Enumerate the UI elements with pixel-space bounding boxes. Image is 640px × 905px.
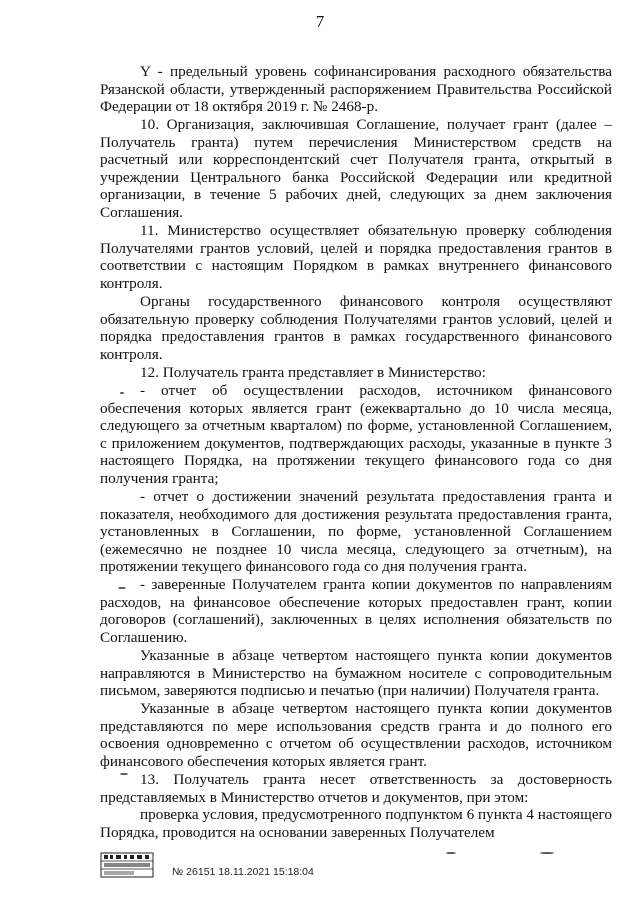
paragraph-12-expense-report: - отчет об осуществлении расходов, источником финансового обеспечения которых является грант (ежеквартально до 10 числа месяца, следующего за отчетным кварталом) по форме, установленной Соглашением, с приложением документов, подтверждающих расходы, указанные в пункте 3 настоящего Порядка, на протяжении текущего финансового года со дня получения гранта;	[100, 382, 612, 487]
scan-speck	[118, 587, 126, 589]
registration-stamp-icon	[100, 852, 154, 878]
paragraph-copies-submitted: Указанные в абзаце четвертом настоящего пункта копии документов представляются по мере использования средств гранта и до полного его освоения одновременно с отчетом об осуществлении расходов, источником финансового обеспечения которых является грант.	[100, 700, 612, 770]
scan-speck	[446, 852, 456, 854]
paragraph-state-control: Органы государственного финансового контроля осуществляют обязательную проверку соблюдения Получателями грантов условий, целей и порядка предоставления грантов в рамках государственного финансового контроля.	[100, 293, 612, 363]
page-footer	[100, 850, 612, 890]
paragraph-13: 13. Получатель гранта несет ответственность за достоверность представляемых в Министерство отчетов и документов, при этом:	[100, 771, 612, 806]
scan-speck	[540, 852, 554, 854]
paragraph-13-check: проверка условия, предусмотренного подпунктом 6 пункта 4 настоящего Порядка, проводится на основании заверенных Получателем	[100, 806, 612, 841]
scan-speck	[120, 773, 128, 775]
paragraph-10: 10. Организация, заключившая Соглашение, получает грант (далее – Получатель гранта) путем перечисления Министерством средств на расчетный или корреспондентский счет Получателя гранта, открытый в учреждении Центрального банка Российской Федерации или кредитной организации, в течение 5 рабочих дней, следующих за днем заключения Соглашения.	[100, 116, 612, 221]
scan-speck	[120, 392, 124, 394]
registration-number: № 26151 18.11.2021 15:18:04	[172, 866, 314, 878]
paragraph-12-result-report: - отчет о достижении значений результата предоставления гранта и показателя, необходимого для достижения результата предоставления гранта, установленных в Соглашении, по форме, установленной Соглашением (ежемесячно не позднее 10 числа месяца, следующего за отчетным), на протяжении текущего финансового года со дня получения гранта.	[100, 488, 612, 576]
paragraph-12: 12. Получатель гранта представляет в Министерство:	[140, 364, 486, 381]
paragraph-y-definition: Y - предельный уровень софинансирования расходного обязательства Рязанской области, утвержденный распоряжением Правительства Российской Федерации от 18 октября 2019 г. № 2468-р.	[100, 63, 612, 116]
document-body	[100, 63, 612, 842]
paragraph-12-certified-copies: - заверенные Получателем гранта копии документов по направлениям расходов, на финансовое обеспечение которых предоставлен грант, копии договоров (соглашений), заключенных в целях исполнения обязательств по Соглашению.	[100, 576, 612, 646]
paragraph-11: 11. Министерство осуществляет обязательную проверку соблюдения Получателями грантов условий, целей и порядка предоставления грантов в соответствии с настоящим Порядком в рамках внутреннего финансового контроля.	[100, 222, 612, 292]
page-number: 7	[315, 12, 325, 31]
paragraph-copies-sent: Указанные в абзаце четвертом настоящего пункта копии документов направляются в Министерство на бумажном носителе с сопроводительным письмом, заверяются подписью и печатью (при наличии) Получателя гранта.	[100, 647, 612, 700]
